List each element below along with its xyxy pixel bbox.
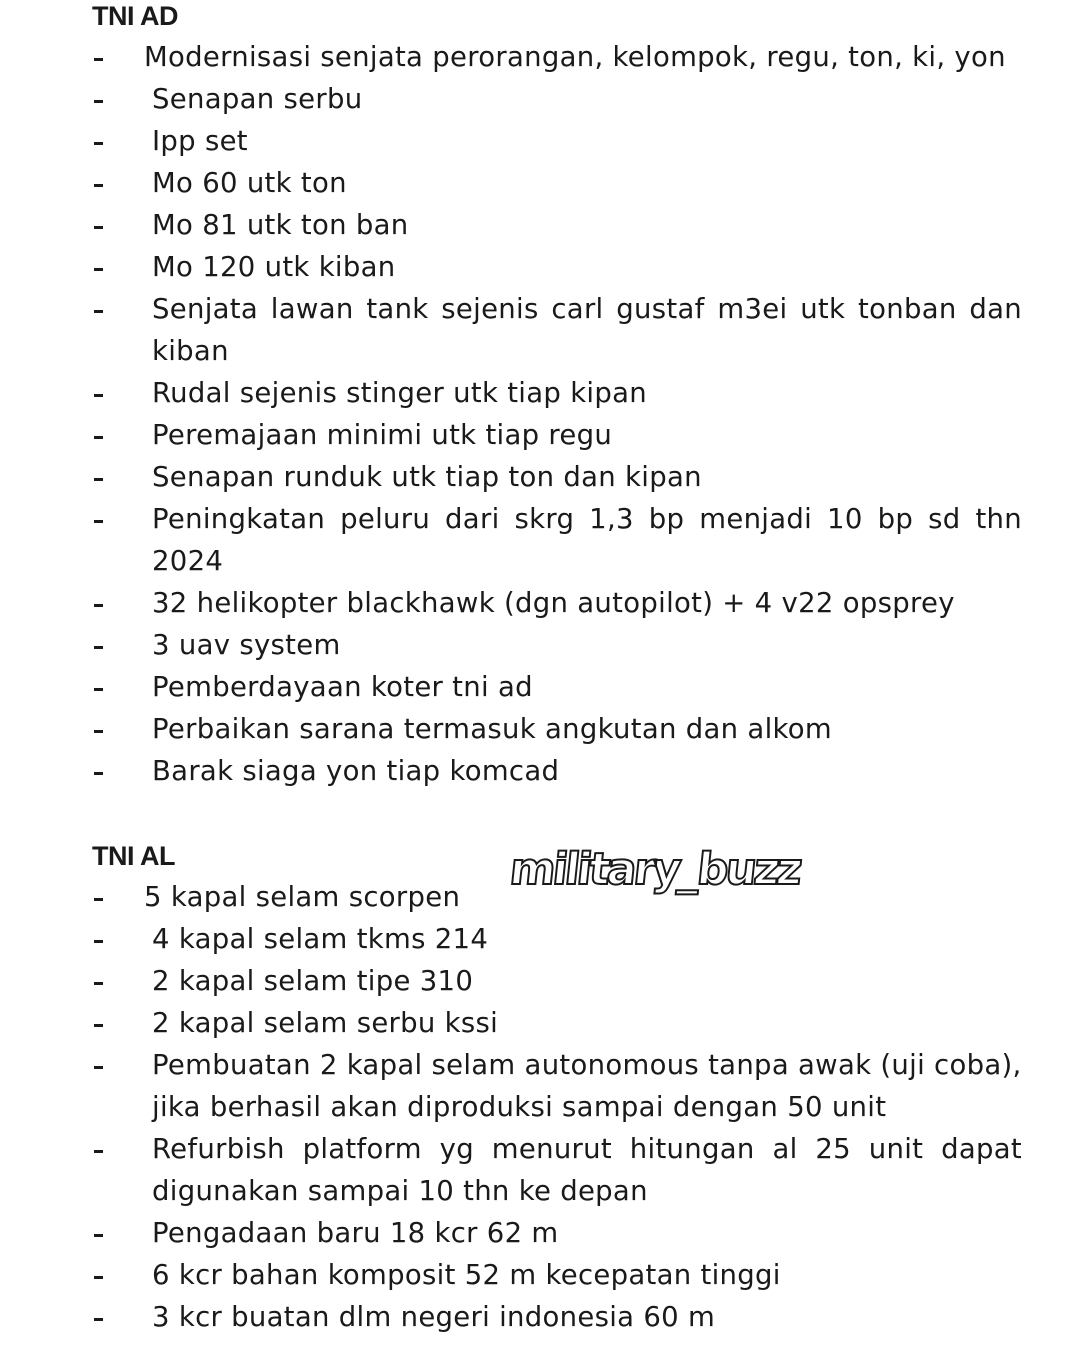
list-item bbox=[0, 1128, 1080, 1212]
list-item bbox=[0, 120, 1080, 162]
list-item bbox=[0, 1044, 1080, 1128]
list-item bbox=[0, 582, 1080, 624]
list-item-text: 3 uav system bbox=[152, 629, 341, 661]
list-item-text: Senjata lawan tank sejenis carl gustaf m3ei utk tonban dan kiban bbox=[152, 293, 1022, 367]
list-item-text: Perbaikan sarana termasuk angkutan dan alkom bbox=[152, 713, 832, 745]
list-item bbox=[0, 246, 1080, 288]
list-item-text: Ipp set bbox=[152, 125, 248, 157]
list-item bbox=[0, 1296, 1080, 1338]
list-item-text: 2 kapal selam tipe 310 bbox=[152, 965, 474, 997]
list-item bbox=[0, 918, 1080, 960]
list-item-text: Senapan serbu bbox=[152, 83, 363, 115]
list-item-text: 5 kapal selam scorpen bbox=[144, 881, 461, 913]
list-item-text: Mo 120 utk kiban bbox=[152, 251, 396, 283]
section-title-tni-al: TNI AL bbox=[92, 841, 175, 871]
list-item bbox=[0, 456, 1080, 498]
list-item bbox=[0, 498, 1080, 582]
list-item-text: Pengadaan baru 18 kcr 62 m bbox=[152, 1217, 559, 1249]
list-item bbox=[0, 708, 1080, 750]
section-title-tni-ad: TNI AD bbox=[92, 1, 178, 31]
list-item-text: 4 kapal selam tkms 214 bbox=[152, 923, 489, 955]
list-item-text: Mo 60 utk ton bbox=[152, 167, 347, 199]
list-item bbox=[0, 666, 1080, 708]
list-item bbox=[0, 1254, 1080, 1296]
list-item bbox=[0, 750, 1080, 792]
list-item-text: Peremajaan minimi utk tiap regu bbox=[152, 419, 613, 451]
list-item bbox=[0, 624, 1080, 666]
list-item-text: Modernisasi senjata perorangan, kelompok, regu, ton, ki, yon bbox=[144, 41, 1006, 73]
list-item bbox=[0, 960, 1080, 1002]
list-item bbox=[0, 414, 1080, 456]
list-item-text: Peningkatan peluru dari skrg 1,3 bp menjadi 10 bp sd thn 2024 bbox=[152, 503, 1022, 577]
list-item-text: Rudal sejenis stinger utk tiap kipan bbox=[152, 377, 647, 409]
list-item-text: Mo 81 utk ton ban bbox=[152, 209, 409, 241]
list-item-text: Refurbish platform yg menurut hitungan al 25 unit dapat digunakan sampai 10 thn ke depan bbox=[152, 1133, 1022, 1207]
list-item bbox=[0, 1002, 1080, 1044]
list-item-text: 32 helikopter blackhawk (dgn autopilot) + 4 v22 opsprey bbox=[152, 587, 955, 619]
list-item-text: 2 kapal selam serbu kssi bbox=[152, 1007, 499, 1039]
list-item-text: 3 kcr buatan dlm negeri indonesia 60 m bbox=[152, 1301, 716, 1333]
list-item-text: Pembuatan 2 kapal selam autonomous tanpa awak (uji coba), jika berhasil akan diproduksi sampai dengan 50 unit bbox=[152, 1049, 1022, 1123]
list-item bbox=[0, 288, 1080, 372]
list-item bbox=[0, 162, 1080, 204]
watermark-logo: military_buzz bbox=[507, 844, 802, 895]
list-item bbox=[0, 78, 1080, 120]
list-item-text: Barak siaga yon tiap komcad bbox=[152, 755, 560, 787]
list-item bbox=[0, 204, 1080, 246]
list-item-text: Senapan runduk utk tiap ton dan kipan bbox=[152, 461, 702, 493]
list-item-text: Pemberdayaan koter tni ad bbox=[152, 671, 533, 703]
list-item bbox=[0, 36, 1080, 78]
list-item bbox=[0, 1212, 1080, 1254]
tni-al-list bbox=[0, 876, 1080, 1338]
list-item-text: 6 kcr bahan komposit 52 m kecepatan tinggi bbox=[152, 1259, 781, 1291]
tni-ad-list bbox=[0, 36, 1080, 792]
list-item bbox=[0, 372, 1080, 414]
